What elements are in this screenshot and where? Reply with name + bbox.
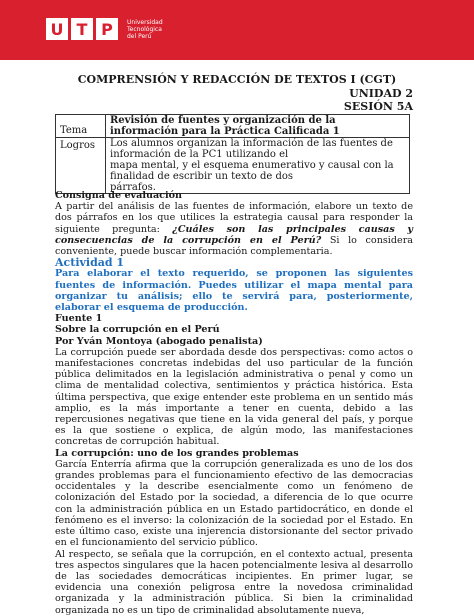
source-subheading: La corrupción: uno de los grandes problemas [55, 447, 299, 459]
consigna-text: A partir del análisis de las fuentes de información, elabore un texto de dos párrafos en los que utilices la estrategia causal para responder la siguiente pregunta: ¿Cuáles son las principales causas y consecuencias de la corrupción en el Perú? Si lo considera conveniente, puede buscar información complementaria. [55, 201, 413, 258]
tema-value: Revisión de fuentes y organización de la información para la Práctica Calificada 1 [106, 115, 410, 138]
header-banner [0, 0, 474, 60]
logo-letter-p: P [96, 18, 118, 40]
logros-value: Los alumnos organizan la información de las fuentes de información de la PC1 utilizando el mapa mental, y el esquema enumerativo y causal con la finalidad de escribir un texto de dos párrafos. [106, 138, 410, 194]
table-row-tema [56, 115, 410, 138]
logros-label: Logros [56, 138, 106, 194]
unit-session [344, 87, 413, 113]
source-label: Fuente 1 [55, 313, 103, 325]
document-body [55, 190, 413, 616]
tema-label: Tema [56, 115, 106, 138]
logo-letter-t: T [71, 18, 93, 40]
unit-label: UNIDAD 2 [349, 87, 413, 100]
table-row-logros [56, 138, 410, 194]
consigna-heading: Consigna de evaluación [55, 190, 183, 201]
activity-text: Para elaborar el texto requerido, se proponen las siguientes fuentes de información. Puedes utilizar el mapa mental para organizar tu análisis; ello te servirá para, posteriormente, elaborar el esquema de producción. [55, 268, 413, 314]
source-paragraph-1: La corrupción puede ser abordada desde dos perspectivas: como actos o manifestaciones concretas indebidas del uso particular de la función pública delimitados en la legislación administrativa o penal y como un clima de mentalidad colectiva, sentimientos y práctica histórica. Esta última perspectiva, que exige entender este problema en un sentido más amplio, es la más importante a tener en cuenta, debido a las repercusiones negativas que tiene en la vida general del país, y porque es la que sostiene o explica, de algún modo, las manifestaciones concretas de corrupción habitual. [55, 346, 413, 448]
source-author: Por Yván Montoya (abogado penalista) [55, 335, 263, 347]
logo-letter-u: U [46, 18, 68, 40]
source-title: Sobre la corrupción en el Perú [55, 324, 220, 336]
activity-title: Actividad 1 [55, 256, 125, 270]
source-paragraph-3: Al respecto, se señala que la corrupción, en el contexto actual, presenta tres aspectos singulares que la hacen potencialmente lesiva al desarrollo de las sociedades democráticas incipientes. En primer lugar, se evidencia una conexión peligrosa entre la novedosa criminalidad organizada y la administración pública. Si bien la criminalidad organizada no es un tipo de criminalidad absolutamente nueva, [55, 548, 413, 616]
session-label: SESIÓN 5A [343, 100, 413, 113]
document-title: COMPRENSIÓN Y REDACCIÓN DE TEXTOS I (CGT) [77, 73, 397, 86]
consigna-question: ¿Cuáles son las principales causas y consecuencias de la corrupción en el Perú? [55, 223, 413, 246]
utp-logo [46, 18, 163, 40]
university-name: Universidad Tecnológica del Perú [127, 18, 163, 40]
session-info-table [55, 114, 410, 194]
source-paragraph-2: García Enterría afirma que la corrupción generalizada es uno de los dos grandes problemas para el funcionamiento efectivo de las democracias occidentales y la describe esencialmente como un fenómeno de colonización del Estado por la sociedad, a diferencia de lo que ocurre con la administración pública en un Estado partidocrático, en donde el fenómeno es el inverso: la colonización de la sociedad por el Estado. En este último caso, existe una injerencia distorsionante del sector privado en el funcionamiento del servicio público. [55, 458, 413, 549]
